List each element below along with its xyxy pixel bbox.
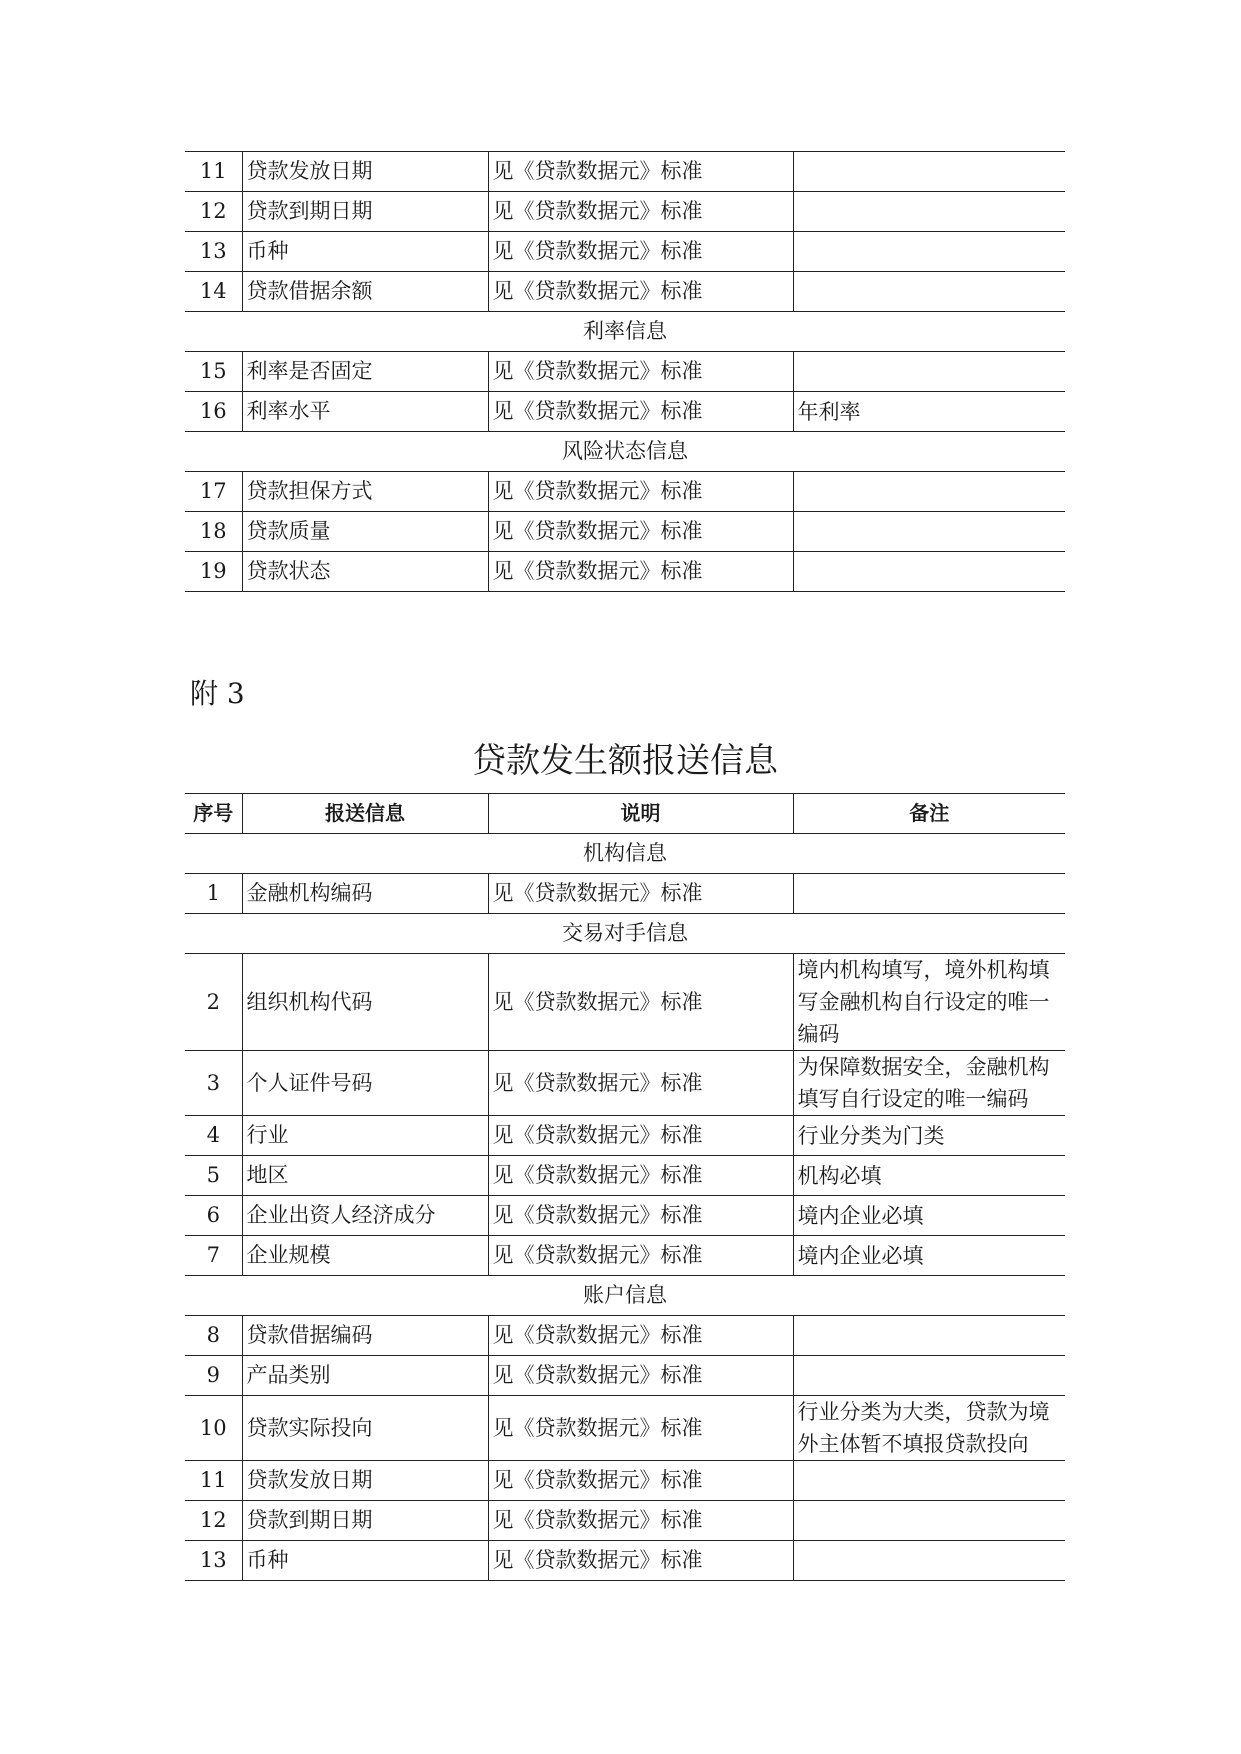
row-note: 境内企业必填 <box>793 1236 1065 1276</box>
table-row <box>185 552 1065 592</box>
row-number: 8 <box>185 1316 242 1356</box>
table-row <box>185 1461 1065 1501</box>
table-row <box>185 232 1065 272</box>
header-seq: 序号 <box>185 794 242 834</box>
row-number: 12 <box>185 1501 242 1541</box>
table-row <box>185 512 1065 552</box>
row-note <box>793 874 1065 914</box>
row-description: 见《贷款数据元》标准 <box>488 1051 793 1116</box>
row-description: 见《贷款数据元》标准 <box>488 1541 793 1581</box>
row-info-name: 贷款状态 <box>242 552 488 592</box>
section-row <box>185 432 1065 472</box>
row-description: 见《贷款数据元》标准 <box>488 152 793 192</box>
row-note <box>793 472 1065 512</box>
row-info-name: 企业规模 <box>242 1236 488 1276</box>
row-info-name: 贷款借据余额 <box>242 272 488 312</box>
section-row <box>185 312 1065 352</box>
row-info-name: 组织机构代码 <box>242 954 488 1051</box>
table-row <box>185 1396 1065 1461</box>
table-row <box>185 1501 1065 1541</box>
row-number: 13 <box>185 1541 242 1581</box>
table-row <box>185 1356 1065 1396</box>
row-note <box>793 1461 1065 1501</box>
row-description: 见《贷款数据元》标准 <box>488 352 793 392</box>
section-row <box>185 834 1065 874</box>
row-description: 见《贷款数据元》标准 <box>488 1116 793 1156</box>
row-note: 行业分类为门类 <box>793 1116 1065 1156</box>
header-row <box>185 794 1065 834</box>
table-row <box>185 1541 1065 1581</box>
row-description: 见《贷款数据元》标准 <box>488 1396 793 1461</box>
row-info-name: 企业出资人经济成分 <box>242 1196 488 1236</box>
row-description: 见《贷款数据元》标准 <box>488 1501 793 1541</box>
row-note <box>793 1541 1065 1581</box>
page-title: 贷款发生额报送信息 <box>472 741 778 781</box>
row-description: 见《贷款数据元》标准 <box>488 1316 793 1356</box>
row-number: 18 <box>185 512 242 552</box>
row-info-name: 贷款担保方式 <box>242 472 488 512</box>
row-number: 9 <box>185 1356 242 1396</box>
section-row <box>185 1276 1065 1316</box>
table-row <box>185 1316 1065 1356</box>
row-info-name: 贷款到期日期 <box>242 1501 488 1541</box>
loan-amount-report-table <box>185 793 1065 1581</box>
header-note: 备注 <box>793 794 1065 834</box>
row-description: 见《贷款数据元》标准 <box>488 232 793 272</box>
row-number: 1 <box>185 874 242 914</box>
row-info-name: 利率水平 <box>242 392 488 432</box>
table-row <box>185 1196 1065 1236</box>
row-info-name: 行业 <box>242 1116 488 1156</box>
table-row <box>185 1156 1065 1196</box>
row-number: 11 <box>185 1461 242 1501</box>
row-note: 行业分类为大类，贷款为境外主体暂不填报贷款投向 <box>793 1396 1065 1461</box>
row-note <box>793 552 1065 592</box>
table-row <box>185 1051 1065 1116</box>
table-row <box>185 1116 1065 1156</box>
row-number: 7 <box>185 1236 242 1276</box>
row-info-name: 贷款借据编码 <box>242 1316 488 1356</box>
row-description: 见《贷款数据元》标准 <box>488 272 793 312</box>
row-number: 19 <box>185 552 242 592</box>
row-note <box>793 1501 1065 1541</box>
row-number: 12 <box>185 192 242 232</box>
row-note <box>793 352 1065 392</box>
row-number: 17 <box>185 472 242 512</box>
row-number: 2 <box>185 954 242 1051</box>
row-note: 为保障数据安全，金融机构填写自行设定的唯一编码 <box>793 1051 1065 1116</box>
row-description: 见《贷款数据元》标准 <box>488 472 793 512</box>
table-row <box>185 192 1065 232</box>
row-number: 10 <box>185 1396 242 1461</box>
row-note: 年利率 <box>793 392 1065 432</box>
row-number: 13 <box>185 232 242 272</box>
row-info-name: 贷款发放日期 <box>242 1461 488 1501</box>
row-info-name: 币种 <box>242 232 488 272</box>
row-note <box>793 1356 1065 1396</box>
row-number: 6 <box>185 1196 242 1236</box>
row-description: 见《贷款数据元》标准 <box>488 552 793 592</box>
row-note <box>793 232 1065 272</box>
section-label: 利率信息 <box>185 312 1065 352</box>
row-note <box>793 192 1065 232</box>
row-number: 11 <box>185 152 242 192</box>
row-number: 4 <box>185 1116 242 1156</box>
row-info-name: 地区 <box>242 1156 488 1196</box>
row-info-name: 个人证件号码 <box>242 1051 488 1116</box>
row-info-name: 贷款发放日期 <box>242 152 488 192</box>
section-row <box>185 914 1065 954</box>
row-note: 境内企业必填 <box>793 1196 1065 1236</box>
row-note <box>793 512 1065 552</box>
row-note <box>793 152 1065 192</box>
row-description: 见《贷款数据元》标准 <box>488 874 793 914</box>
row-info-name: 产品类别 <box>242 1356 488 1396</box>
table-body <box>185 834 1065 1581</box>
row-description: 见《贷款数据元》标准 <box>488 1236 793 1276</box>
row-description: 见《贷款数据元》标准 <box>488 1461 793 1501</box>
table-row <box>185 472 1065 512</box>
row-number: 14 <box>185 272 242 312</box>
section-label: 风险状态信息 <box>185 432 1065 472</box>
row-info-name: 金融机构编码 <box>242 874 488 914</box>
row-note: 境内机构填写，境外机构填写金融机构自行设定的唯一编码 <box>793 954 1065 1051</box>
row-info-name: 币种 <box>242 1541 488 1581</box>
row-note: 机构必填 <box>793 1156 1065 1196</box>
row-number: 5 <box>185 1156 242 1196</box>
table-body <box>185 152 1065 592</box>
row-description: 见《贷款数据元》标准 <box>488 1156 793 1196</box>
row-info-name: 贷款实际投向 <box>242 1396 488 1461</box>
row-description: 见《贷款数据元》标准 <box>488 1196 793 1236</box>
header-desc: 说明 <box>488 794 793 834</box>
appendix-label: 附 3 <box>190 677 245 710</box>
loan-info-table-continued <box>185 151 1065 592</box>
table-row <box>185 152 1065 192</box>
section-label: 账户信息 <box>185 1276 1065 1316</box>
row-number: 15 <box>185 352 242 392</box>
row-description: 见《贷款数据元》标准 <box>488 954 793 1051</box>
row-number: 16 <box>185 392 242 432</box>
table-row <box>185 352 1065 392</box>
table-row <box>185 1236 1065 1276</box>
row-note <box>793 272 1065 312</box>
row-description: 见《贷款数据元》标准 <box>488 512 793 552</box>
row-description: 见《贷款数据元》标准 <box>488 1356 793 1396</box>
section-label: 机构信息 <box>185 834 1065 874</box>
section-label: 交易对手信息 <box>185 914 1065 954</box>
row-note <box>793 1316 1065 1356</box>
row-info-name: 贷款到期日期 <box>242 192 488 232</box>
row-description: 见《贷款数据元》标准 <box>488 192 793 232</box>
table-row <box>185 272 1065 312</box>
row-number: 3 <box>185 1051 242 1116</box>
table-row <box>185 874 1065 914</box>
table-row <box>185 954 1065 1051</box>
row-info-name: 利率是否固定 <box>242 352 488 392</box>
table-row <box>185 392 1065 432</box>
header-info: 报送信息 <box>242 794 488 834</box>
table-header <box>185 794 1065 834</box>
row-description: 见《贷款数据元》标准 <box>488 392 793 432</box>
row-info-name: 贷款质量 <box>242 512 488 552</box>
